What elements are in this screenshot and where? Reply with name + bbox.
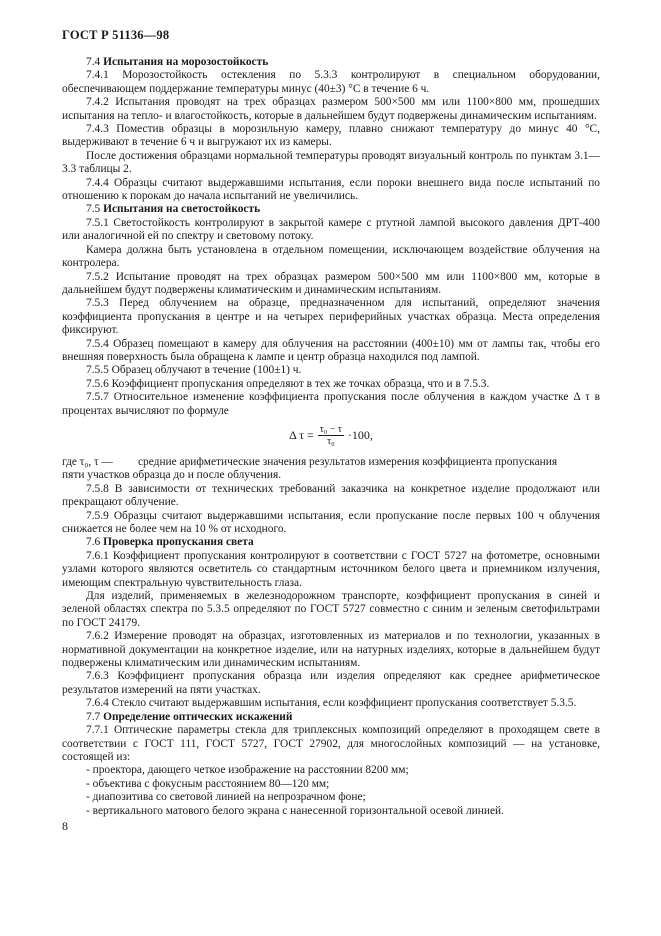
formula-fraction (318, 424, 344, 447)
list-item: - объектива с фокусным расстоянием 80—120 мм; (86, 777, 330, 790)
document-body (62, 56, 600, 818)
paragraph-7-5-9: 7.5.9 Образцы считают выдержавшими испытания, если пропускание после первых 100 ч облучения снижается не более чем на 10 % от исходного. (62, 509, 600, 535)
paragraph-7-6-3: 7.6.3 Коэффициент пропускания образца или изделия определяют как среднее арифметическое результатов измерений на пяти участках. (62, 670, 600, 696)
paragraph-7-5-5: 7.5.5 Образец облучают в течение (100±1) ч. (86, 364, 302, 377)
paragraph-7-7-1: 7.7.1 Оптические параметры стекла для триплексных композиций определяют в проходящем свете в соответствии с ГОСТ 111, ГОСТ 5727, ГОСТ 27902, для многослойных композиций — на установке, состоящей из: (62, 724, 600, 763)
section-heading-7-4 (62, 56, 600, 69)
legend-text-continued: пяти участков образца до и после облучения. (62, 469, 282, 482)
formula-numerator: τ₀ − τ (319, 423, 342, 435)
paragraph-7-4-2: 7.4.2 Испытания проводят на трех образцах размером 500×500 мм или 1100×800 мм, прошедших испытания на тепло- и влагостойкость, которые в дальнейшем будут подвержены динамическим испытаниям. (62, 96, 600, 122)
section-number: 7.5 (86, 203, 101, 216)
section-title: Определение оптических искажений (103, 710, 293, 723)
formula-legend (62, 456, 600, 469)
paragraph-7-6-1: 7.6.1 Коэффициент пропускания контролируют в соответствии с ГОСТ 5727 на фотометре, основными узлами которого являются осветитель со стандартным источником белого цвета и приемником излучения, имеющим спектральную чувствительность глаза. (62, 549, 600, 589)
section-title: Проверка пропускания света (103, 536, 254, 549)
paragraph-7-5-7: 7.5.7 Относительное изменение коэффициента пропускания после облучения в каждом участке Δ τ в процентах вычисляют по формуле (62, 391, 600, 417)
equipment-list (62, 764, 600, 818)
paragraph-7-4-3b: После достижения образцами нормальной температуры проводят визуальный контроль по пунктам 3.1—3.3 таблицы 2. (62, 149, 600, 176)
paragraph-7-6-4: 7.6.4 Стекло считают выдержавшим испытания, если коэффициент пропускания соответствует 5.3.5. (86, 697, 577, 710)
section-title: Испытания на светостойкость (103, 203, 261, 216)
page-header: ГОСТ Р 51136—98 (62, 28, 170, 42)
paragraph-7-5-3: 7.5.3 Перед облучением на образце, предназначенном для испытаний, определяют значения коэффициента пропускания в центре и на четырех периферийных участках образца. Места определения фиксируют. (62, 297, 600, 337)
paragraph-7-4-1: 7.4.1 Морозостойкость остекления по 5.3.3 контролируют в специальном оборудовании, обеспечивающем поддержание температуры минус (40±3) °С в течение 6 ч. (62, 69, 600, 95)
formula (62, 424, 600, 448)
paragraph-7-5-4: 7.5.4 Образец помещают в камеру для облучения на расстоянии (400±10) мм от лампы так, чтобы его внешняя поверхность была обращена к лампе и центр образца находился под лампой. (62, 337, 600, 363)
paragraph-7-6-1b: Для изделий, применяемых в железнодорожном транспорте, коэффициент пропускания в синей и зеленой областях спектра по 5.3.5 определяют по ГОСТ 5727 совместно с синим и зеленым светофильтрами по ГОСТ 24179. (62, 590, 600, 629)
formula-lhs: Δ τ = (289, 427, 314, 442)
list-item: - диапозитива со световой линией на непрозрачном фоне; (86, 791, 366, 804)
paragraph-7-5-1: 7.5.1 Светостойкость контролируют в закрытой камере с ртутной лампой высокого давления ДРТ-400 или аналогичной ей по спектру и световому потоку. (62, 216, 600, 243)
section-heading-7-7 (62, 711, 600, 724)
page-number: 8 (62, 819, 68, 833)
section-number: 7.7 (86, 710, 101, 723)
paragraph-7-6-2: 7.6.2 Измерение проводят на образцах, изготовленных из материалов и по технологии, указанных в нормативной документации на конкретное изделие, или на натурных изделиях, которые в дальнейшем будут подвержены климатическим или динамическим испытаниям. (62, 630, 600, 670)
formula-rhs: ·100, (347, 427, 373, 442)
formula-denominator: τ₀ (327, 435, 335, 447)
paragraph-7-5-1b: Камера должна быть установлена в отдельном помещении, исключающем воздействие облучения на контролера. (62, 243, 600, 270)
list-item: - вертикального матового белого экрана с нанесенной горизонтальной осевой линией. (86, 804, 504, 817)
paragraph-7-5-8: 7.5.8 В зависимости от технических требований заказчика на конкретное изделие продолжают или прекращают облучение. (62, 482, 600, 509)
paragraph-7-4-3: 7.4.3 Поместив образцы в морозильную камеру, плавно снижают температуру до минус 40 °С, выдерживают в течение 6 ч и выгружают их из камеры. (62, 123, 600, 149)
paragraph-7-5-2: 7.5.2 Испытание проводят на трех образцах размером 500×500 мм или 1100×800 мм, которые в дальнейшем будут подвержены климатическим и динамическим испытаниям. (62, 270, 600, 296)
section-heading-7-5 (62, 203, 600, 216)
section-number: 7.6 (86, 536, 101, 549)
legend-text: средние арифметические значения результатов измерения коэффициента пропускания (138, 455, 558, 468)
paragraph-7-4-4: 7.4.4 Образцы считают выдержавшими испытания, если пороки внешнего вида после испытаний по отношению к порокам до начала испытаний не увеличились. (62, 176, 600, 203)
paragraph-7-5-6: 7.5.6 Коэффициент пропускания определяют в тех же точках образца, что и в 7.5.3. (86, 377, 490, 390)
list-item: - проектора, дающего четкое изображение на расстоянии 8200 мм; (86, 764, 409, 777)
section-title: Испытания на морозостойкость (103, 56, 269, 68)
legend-label: где τ₀, τ — (62, 455, 113, 468)
section-number: 7.4 (86, 56, 101, 68)
section-heading-7-6 (62, 536, 600, 549)
